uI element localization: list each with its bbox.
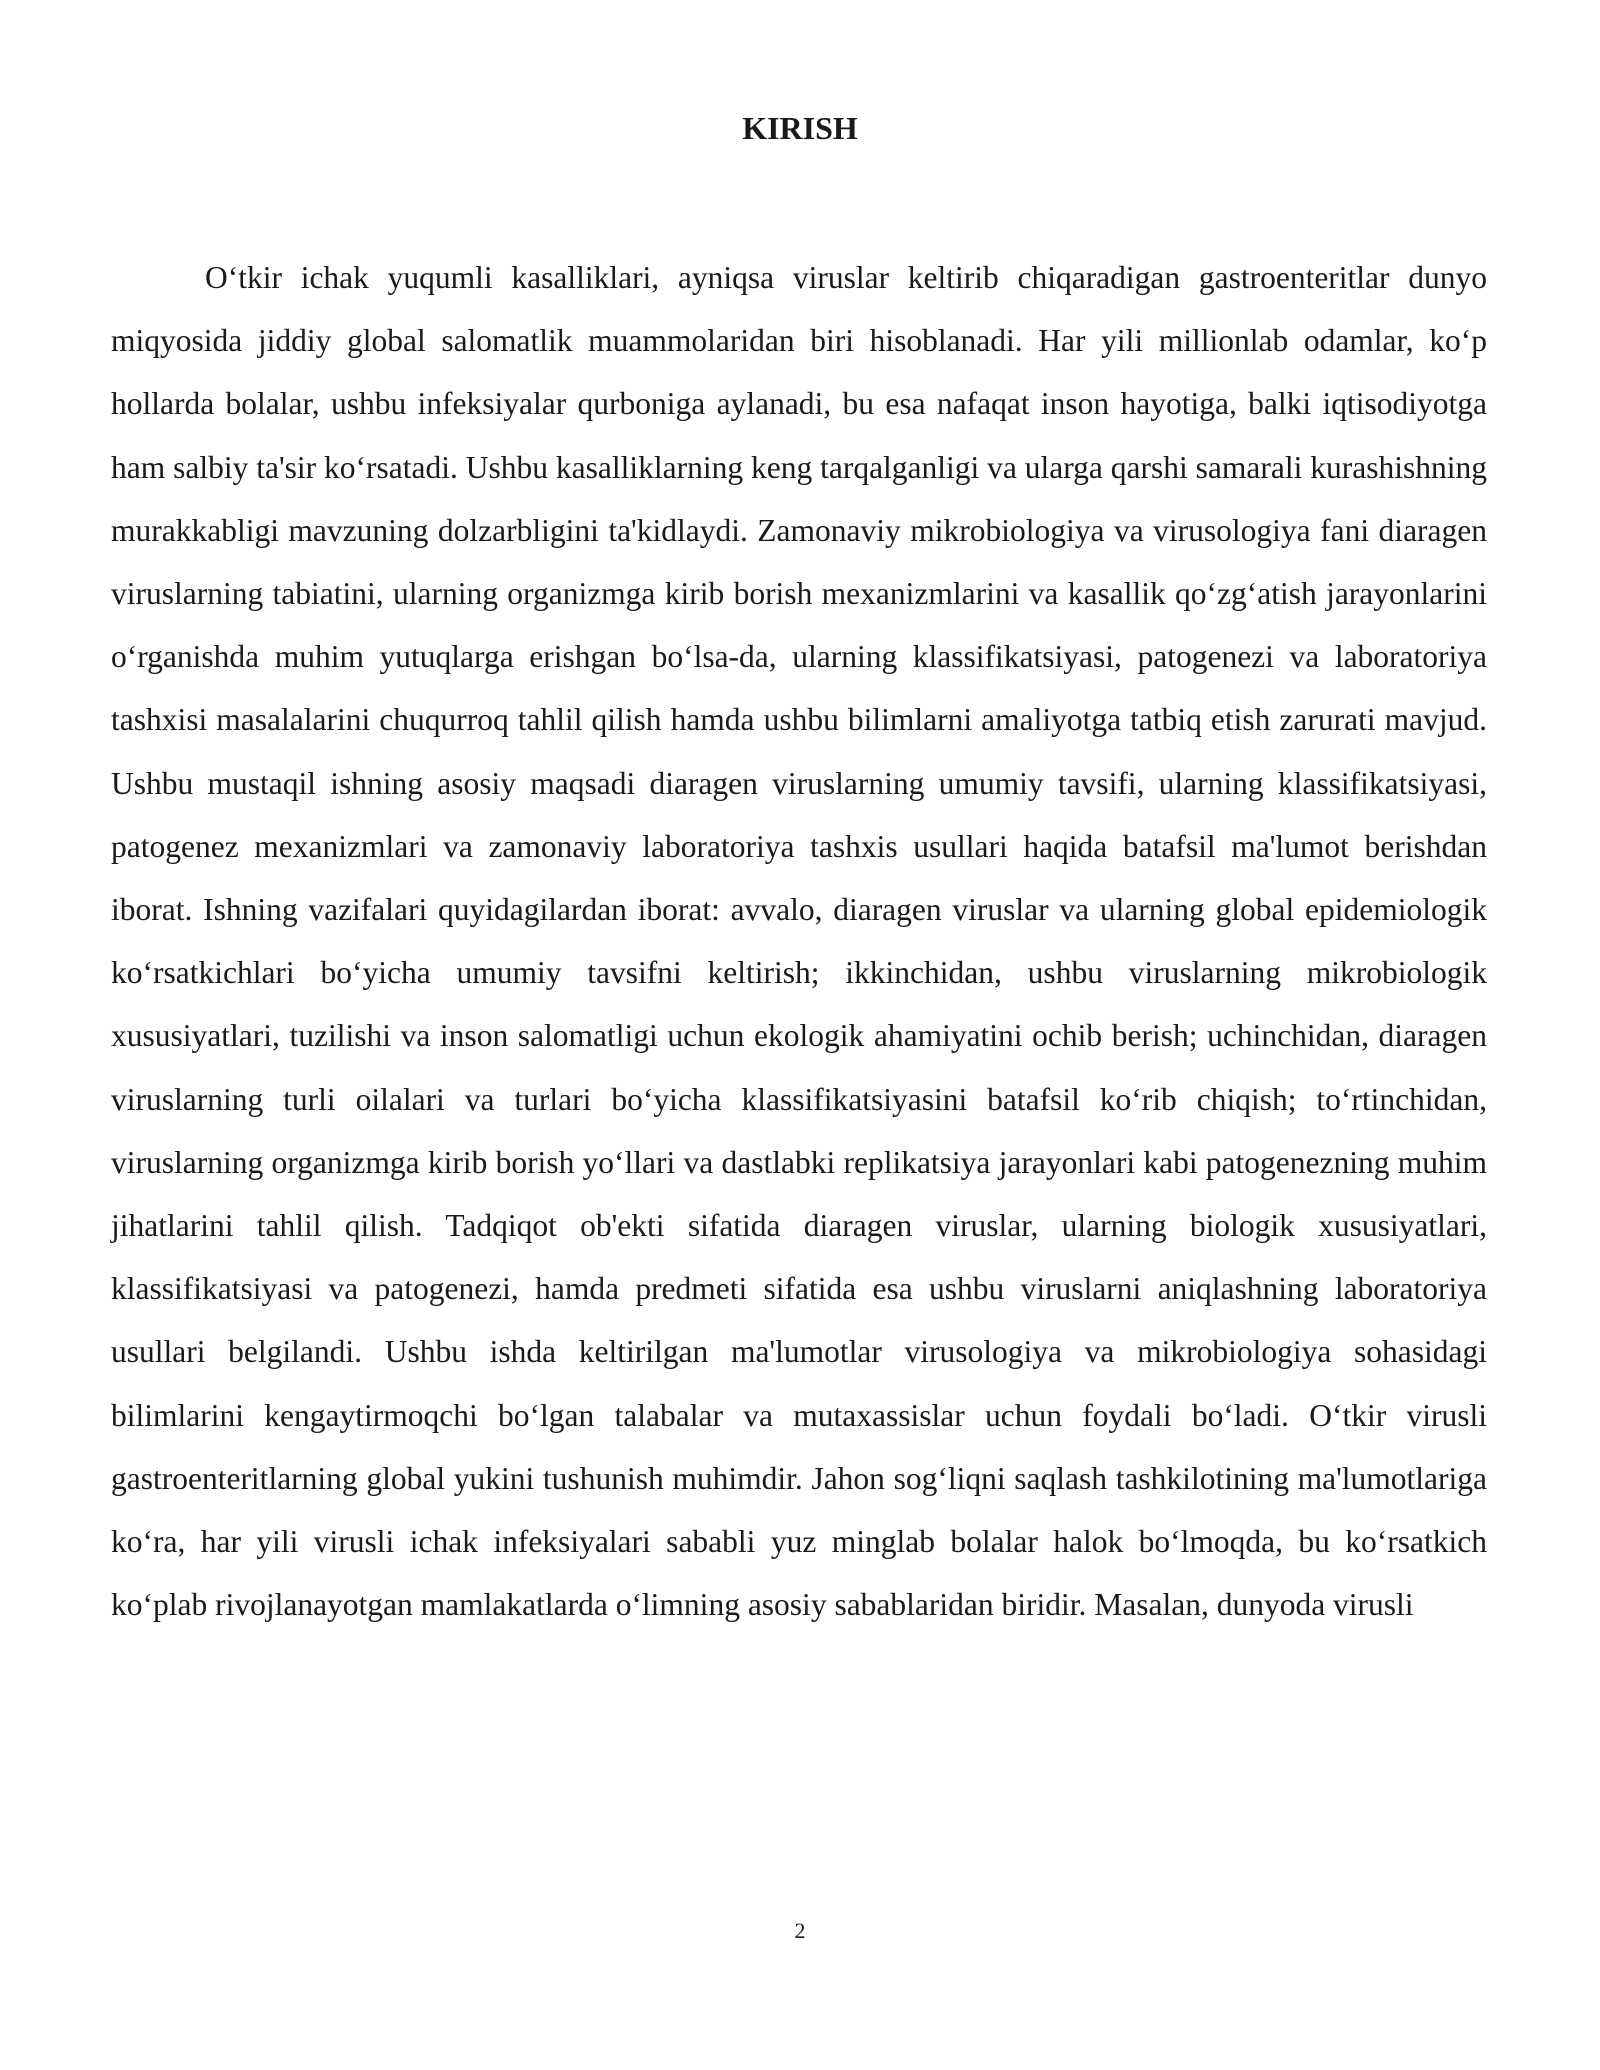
body-paragraph: O‘tkir ichak yuqumli kasalliklari, ayniqsa viruslar keltirib chiqaradigan gastroenteritlar dunyo miqyosida jiddiy global salomatlik muammolaridan biri hisoblanadi. Har yili millionlab odamlar, ko‘p hollarda bolalar, ushbu infeksiyalar qurboniga aylanadi, bu esa nafaqat inson hayotiga, balki iqtisodiyotga ham salbiy ta'sir ko‘rsatadi. Ushbu kasalliklarning keng tarqalganligi va ularga qarshi samarali kurashishning murakkabligi mavzuning dolzarbligini ta'kidlaydi. Zamonaviy mikrobiologiya va virusologiya fani diaragen viruslarning tabiatini, ularning organizmga kirib borish mexanizmlarini va kasallik qo‘zg‘atish jarayonlarini o‘rganishda muhim yutuqlarga erishgan bo‘lsa-da, ularning klassifikatsiyasi, patogenezi va laboratoriya tashxisi masalalarini chuqurroq tahlil qilish hamda ushbu bilimlarni amaliyotga tatbiq etish zarurati mavjud. Ushbu mustaqil ishning asosiy maqsadi diaragen viruslarning umumiy tavsifi, ularning klassifikatsiyasi, patogenez mexanizmlari va zamonaviy laboratoriya tashxis usullari haqida batafsil ma'lumot berishdan iborat. Ishning vazifalari quyidagilardan iborat: avvalo, diaragen viruslar va ularning global epidemiologik ko‘rsatkichlari bo‘yicha umumiy tavsifni keltirish; ikkinchidan, ushbu viruslarning mikrobiologik xususiyatlari, tuzilishi va inson salomatligi uchun ekologik ahamiyatini ochib berish; uchinchidan, diaragen viruslarning turli oilalari va turlari bo‘yicha klassifikatsiyasini batafsil ko‘rib chiqish; to‘rtinchidan, viruslarning organizmga kirib borish yo‘llari va dastlabki replikatsiya jarayonlari kabi patogenezning muhim jihatlarini tahlil qilish. Tadqiqot ob'ekti sifatida diaragen viruslar, ularning biologik xususiyatlari, klassifikatsiyasi va patogenezi, hamda predmeti sifatida esa ushbu viruslarni aniqlashning laboratoriya usullari belgilandi. Ushbu ishda keltirilgan ma'lumotlar virusologiya va mikrobiologiya sohasidagi bilimlarini kengaytirmoqchi bo‘lgan talabalar va mutaxassislar uchun foydali bo‘ladi. O‘tkir virusli gastroenteritlarning global yukini tushunish muhimdir. Jahon sog‘liqni saqlash tashkilotining ma'lumotlariga ko‘ra, har yili virusli ichak infeksiyalari sababli yuz minglab bolalar halok bo‘lmoqda, bu ko‘rsatkich ko‘plab rivojlanayotgan mamlakatlarda o‘limning asosiy sabablaridan biridir. Masalan, dunyoda virusli xyxy=(111,260,1487,1623)
page-title: KIRISH xyxy=(742,110,858,146)
page-number: 2 xyxy=(794,1918,806,1943)
